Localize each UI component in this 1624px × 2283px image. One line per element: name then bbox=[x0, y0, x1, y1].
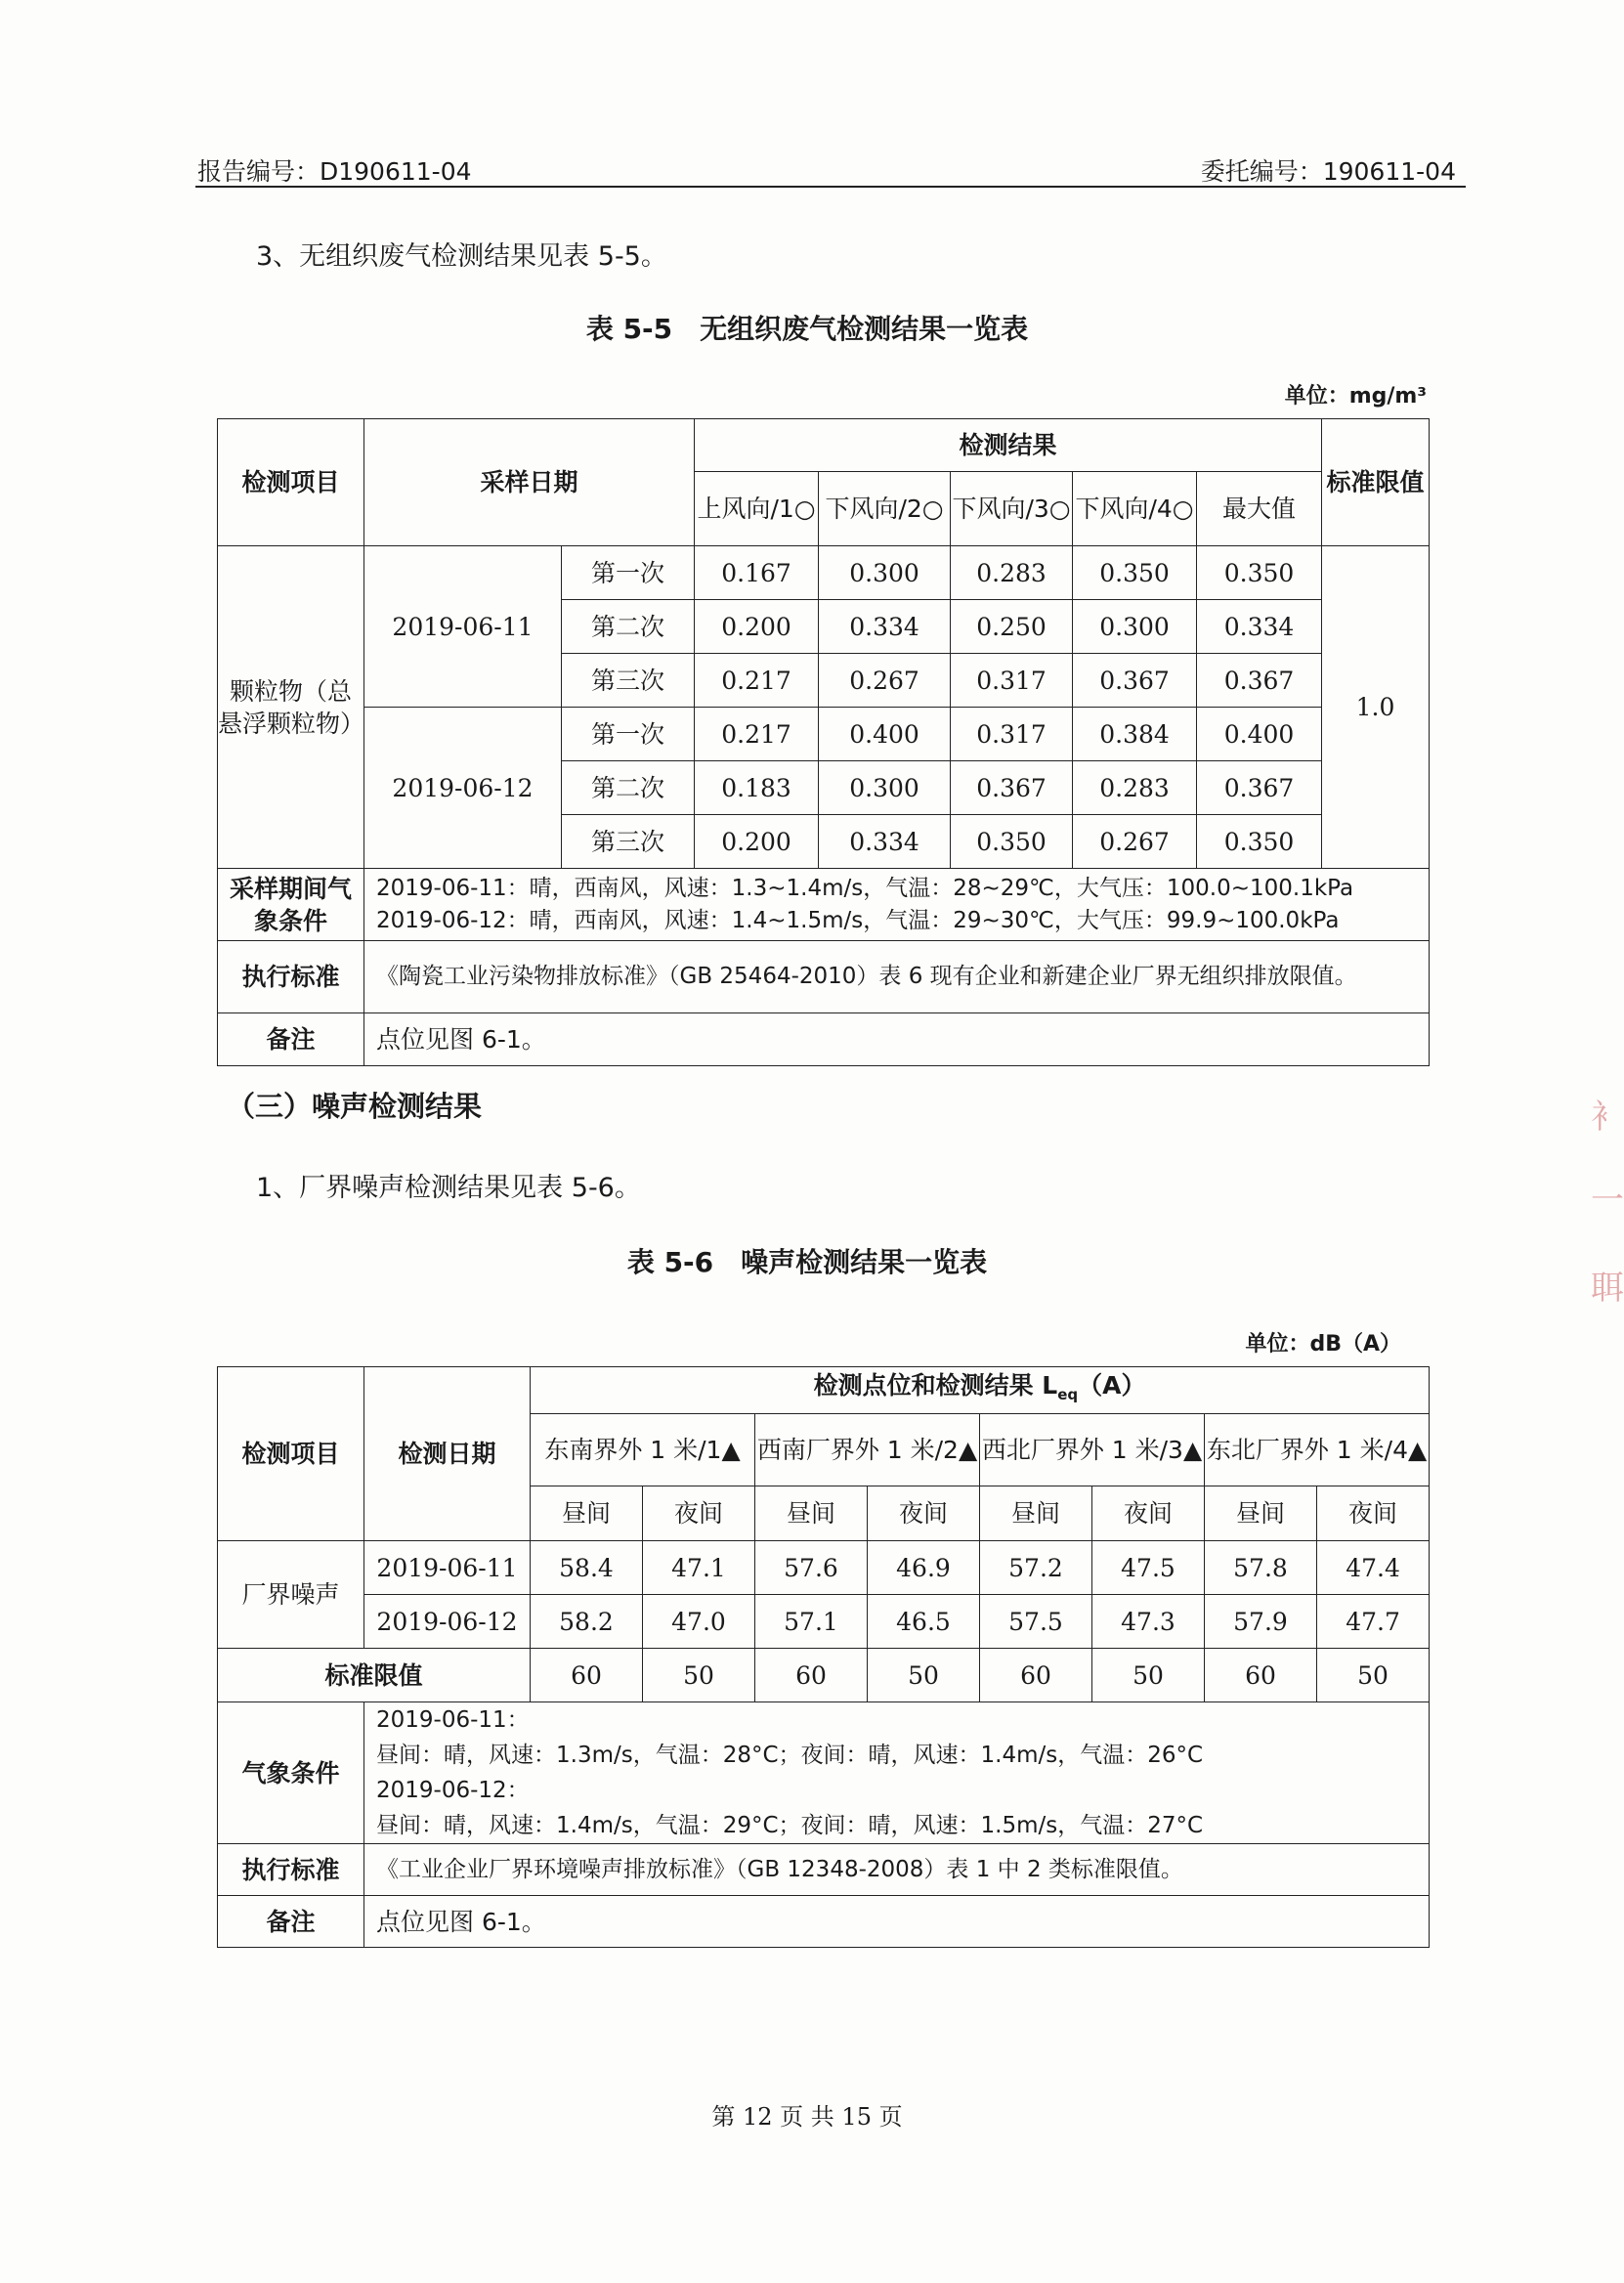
table-5-6-unit: 单位：dB（A） bbox=[1245, 1332, 1401, 1357]
sample-date: 2019-06-11 bbox=[364, 546, 562, 708]
stamp-fragment: 一 bbox=[1591, 1181, 1624, 1220]
table-5-5-caption: 表 5-5 无组织废气检测结果一览表 bbox=[585, 313, 1029, 345]
noise-cell: 47.1 bbox=[643, 1541, 755, 1595]
noise-cell: 57.1 bbox=[755, 1595, 868, 1649]
result-cell: 0.167 bbox=[695, 546, 819, 600]
result-cell: 0.217 bbox=[695, 654, 819, 708]
limit-cell: 60 bbox=[531, 1649, 643, 1702]
page-number: 第 12 页 共 15 页 bbox=[711, 2103, 903, 2131]
report-number: 报告编号：D190611-04 bbox=[197, 157, 472, 186]
limit-cell: 50 bbox=[1317, 1649, 1430, 1702]
result-cell: 0.300 bbox=[1073, 600, 1197, 654]
standard-label: 执行标准 bbox=[218, 941, 364, 1013]
standard-label: 执行标准 bbox=[218, 1844, 364, 1896]
result-cell: 0.317 bbox=[951, 654, 1073, 708]
night-header: 夜间 bbox=[1092, 1486, 1205, 1541]
result-cell: 0.334 bbox=[1197, 600, 1322, 654]
sample-time: 第三次 bbox=[562, 654, 695, 708]
result-cell: 0.267 bbox=[1073, 815, 1197, 869]
remark-label: 备注 bbox=[218, 1896, 364, 1948]
result-cell: 0.400 bbox=[819, 708, 951, 761]
night-header: 夜间 bbox=[643, 1486, 755, 1541]
results-title: 检测点位和检测结果 L bbox=[813, 1371, 1058, 1400]
noise-cell: 58.2 bbox=[531, 1595, 643, 1649]
sample-time: 第二次 bbox=[562, 761, 695, 815]
result-cell: 0.367 bbox=[1073, 654, 1197, 708]
weather-line: 2019-06-11： bbox=[376, 1707, 530, 1733]
result-cell: 0.250 bbox=[951, 600, 1073, 654]
limit-cell: 60 bbox=[755, 1649, 868, 1702]
noise-cell: 57.2 bbox=[980, 1541, 1092, 1595]
remark-text: 点位见图 6-1。 bbox=[364, 1896, 1430, 1948]
col-header-item: 检测项目 bbox=[218, 1367, 364, 1541]
limit-cell: 50 bbox=[1092, 1649, 1205, 1702]
weather-line: 2019-06-11：晴，西南风，风速：1.3~1.4m/s，气温：28~29℃，大气压：100.0~100.1kPa bbox=[376, 875, 1354, 901]
col-header-upwind-1: 上风向/1○ bbox=[695, 472, 819, 546]
result-cell: 0.317 bbox=[951, 708, 1073, 761]
result-cell: 0.183 bbox=[695, 761, 819, 815]
day-header: 昼间 bbox=[1205, 1486, 1317, 1541]
col-header-downwind-4: 下风向/4○ bbox=[1073, 472, 1197, 546]
weather-label: 气象条件 bbox=[218, 1702, 364, 1844]
col-header-date: 检测日期 bbox=[364, 1367, 531, 1541]
weather-label: 采样期间气象条件 bbox=[218, 869, 364, 941]
noise-item-name: 厂界噪声 bbox=[218, 1541, 364, 1649]
limit-cell: 50 bbox=[643, 1649, 755, 1702]
limit-value: 1.0 bbox=[1322, 546, 1430, 869]
sample-time: 第二次 bbox=[562, 600, 695, 654]
result-cell: 0.334 bbox=[819, 815, 951, 869]
header-rule bbox=[195, 186, 1466, 188]
section1-intro: 3、无组织废气检测结果见表 5-5。 bbox=[256, 241, 667, 272]
weather-line: 昼间：晴，风速：1.4m/s，气温：29°C；夜间：晴，风速：1.5m/s，气温：27°C bbox=[376, 1813, 1204, 1838]
noise-cell: 47.3 bbox=[1092, 1595, 1205, 1649]
remark-text: 点位见图 6-1。 bbox=[364, 1013, 1430, 1066]
standard-text: 《工业企业厂界环境噪声排放标准》（GB 12348-2008）表 1 中 2 类标准限值。 bbox=[364, 1844, 1430, 1896]
point-header-4: 东北厂界外 1 米/4▲ bbox=[1205, 1414, 1430, 1486]
result-cell: 0.350 bbox=[1197, 815, 1322, 869]
result-cell: 0.350 bbox=[1197, 546, 1322, 600]
entrust-number: 委托编号：190611-04 bbox=[1200, 157, 1456, 186]
limit-cell: 50 bbox=[868, 1649, 980, 1702]
result-cell: 0.200 bbox=[695, 815, 819, 869]
noise-cell: 47.7 bbox=[1317, 1595, 1430, 1649]
table-5-6-caption: 表 5-6 噪声检测结果一览表 bbox=[626, 1246, 988, 1278]
night-header: 夜间 bbox=[868, 1486, 980, 1541]
result-cell: 0.267 bbox=[819, 654, 951, 708]
noise-cell: 46.5 bbox=[868, 1595, 980, 1649]
limit-label: 标准限值 bbox=[218, 1649, 531, 1702]
result-cell: 0.283 bbox=[1073, 761, 1197, 815]
measure-date: 2019-06-11 bbox=[364, 1541, 531, 1595]
measure-date: 2019-06-12 bbox=[364, 1595, 531, 1649]
noise-cell: 46.9 bbox=[868, 1541, 980, 1595]
sample-time: 第一次 bbox=[562, 708, 695, 761]
result-cell: 0.217 bbox=[695, 708, 819, 761]
weather-text bbox=[364, 869, 1430, 941]
noise-cell: 58.4 bbox=[531, 1541, 643, 1595]
noise-cell: 47.5 bbox=[1092, 1541, 1205, 1595]
result-cell: 0.367 bbox=[951, 761, 1073, 815]
standard-text: 《陶瓷工业污染物排放标准》（GB 25464-2010）表 6 现有企业和新建企业厂界无组织排放限值。 bbox=[364, 941, 1430, 1013]
point-header-1: 东南界外 1 米/1▲ bbox=[531, 1414, 755, 1486]
limit-cell: 60 bbox=[1205, 1649, 1317, 1702]
remark-label: 备注 bbox=[218, 1013, 364, 1066]
noise-cell: 57.8 bbox=[1205, 1541, 1317, 1595]
col-header-item: 检测项目 bbox=[218, 419, 364, 546]
weather-line: 昼间：晴，风速：1.3m/s，气温：28°C；夜间：晴，风速：1.4m/s，气温：26°C bbox=[376, 1743, 1204, 1768]
col-header-results: 检测结果 bbox=[695, 419, 1322, 472]
sample-time: 第一次 bbox=[562, 546, 695, 600]
noise-cell: 47.4 bbox=[1317, 1541, 1430, 1595]
weather-text bbox=[364, 1702, 1430, 1844]
section2-heading: （三）噪声检测结果 bbox=[227, 1090, 483, 1123]
day-header: 昼间 bbox=[980, 1486, 1092, 1541]
point-header-2: 西南厂界外 1 米/2▲ bbox=[755, 1414, 980, 1486]
result-cell: 0.200 bbox=[695, 600, 819, 654]
table-5-6 bbox=[217, 1366, 1430, 1948]
section2-intro: 1、厂界噪声检测结果见表 5-6。 bbox=[256, 1173, 641, 1203]
limit-cell: 60 bbox=[980, 1649, 1092, 1702]
result-cell: 0.400 bbox=[1197, 708, 1322, 761]
col-header-results bbox=[531, 1367, 1430, 1414]
results-unit: （A） bbox=[1078, 1371, 1146, 1400]
col-header-downwind-3: 下风向/3○ bbox=[951, 472, 1073, 546]
result-cell: 0.367 bbox=[1197, 654, 1322, 708]
weather-line: 2019-06-12： bbox=[376, 1778, 530, 1803]
day-header: 昼间 bbox=[531, 1486, 643, 1541]
result-cell: 0.367 bbox=[1197, 761, 1322, 815]
noise-cell: 57.5 bbox=[980, 1595, 1092, 1649]
sample-time: 第三次 bbox=[562, 815, 695, 869]
noise-cell: 57.6 bbox=[755, 1541, 868, 1595]
col-header-downwind-2: 下风向/2○ bbox=[819, 472, 951, 546]
col-header-date: 采样日期 bbox=[364, 419, 695, 546]
result-cell: 0.350 bbox=[1073, 546, 1197, 600]
table-5-5-unit: 单位：mg/m³ bbox=[1284, 384, 1427, 409]
night-header: 夜间 bbox=[1317, 1486, 1430, 1541]
col-header-max: 最大值 bbox=[1197, 472, 1322, 546]
col-header-limit: 标准限值 bbox=[1322, 419, 1430, 546]
result-cell: 0.300 bbox=[819, 761, 951, 815]
stamp-fragment: 衤 bbox=[1591, 1098, 1624, 1137]
day-header: 昼间 bbox=[755, 1486, 868, 1541]
result-cell: 0.350 bbox=[951, 815, 1073, 869]
item-name: 颗粒物（总悬浮颗粒物） bbox=[218, 546, 364, 869]
sample-date: 2019-06-12 bbox=[364, 708, 562, 869]
stamp-fragment: 聑 bbox=[1591, 1269, 1624, 1308]
result-cell: 0.283 bbox=[951, 546, 1073, 600]
result-cell: 0.300 bbox=[819, 546, 951, 600]
results-subscript: eq bbox=[1057, 1386, 1079, 1403]
point-header-3: 西北厂界外 1 米/3▲ bbox=[980, 1414, 1205, 1486]
table-5-5 bbox=[217, 418, 1430, 1066]
result-cell: 0.384 bbox=[1073, 708, 1197, 761]
noise-cell: 57.9 bbox=[1205, 1595, 1317, 1649]
result-cell: 0.334 bbox=[819, 600, 951, 654]
noise-cell: 47.0 bbox=[643, 1595, 755, 1649]
weather-line: 2019-06-12：晴，西南风，风速：1.4~1.5m/s，气温：29~30℃，大气压：99.9~100.0kPa bbox=[376, 907, 1340, 933]
